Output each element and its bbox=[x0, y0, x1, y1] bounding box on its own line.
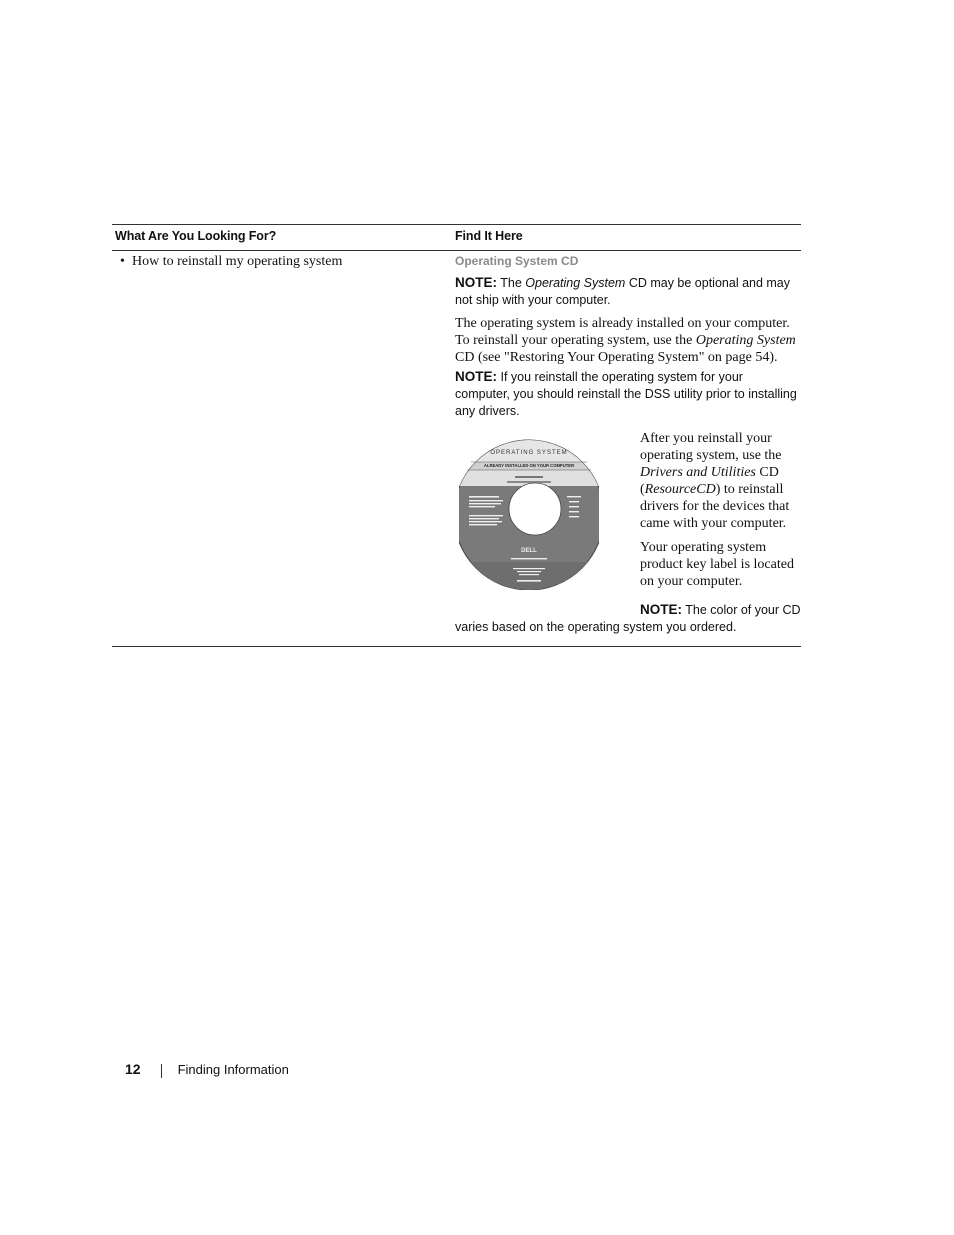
cd-side-text bbox=[640, 430, 802, 590]
footer-section: Finding Information bbox=[177, 1062, 289, 1077]
page-number: 12 bbox=[125, 1061, 141, 1077]
page-footer bbox=[125, 1061, 289, 1078]
note-optional-cd bbox=[455, 274, 801, 309]
reinstall-paragraph bbox=[455, 315, 801, 366]
cd-brand: DELL bbox=[521, 548, 537, 554]
para-italic-1: Drivers and Utilities bbox=[640, 465, 756, 480]
note-text: The color of your CD varies based on the operating system you ordered. bbox=[455, 603, 801, 634]
note-cd-color bbox=[455, 601, 801, 636]
para-italic: Operating System bbox=[695, 333, 796, 348]
table-bottom-rule bbox=[112, 646, 801, 647]
cd-image bbox=[459, 430, 599, 590]
info-table bbox=[112, 224, 801, 647]
footer-divider bbox=[161, 1064, 162, 1078]
cd-title: OPERATING SYSTEM bbox=[490, 450, 568, 456]
note-text-post: CD may be optional and may not ship with your computer. bbox=[455, 276, 791, 307]
note-text: If you reinstall the operating system for your computer, you should reinstall the DSS utility prior to installing any drivers. bbox=[455, 370, 797, 418]
cd-subtitle: ALREADY INSTALLED ON YOUR COMPUTER bbox=[483, 463, 575, 468]
table-header-row bbox=[112, 225, 801, 250]
para-pre: The operating system is already installed on your computer. To reinstall your operating system, use the bbox=[455, 316, 790, 348]
note-label: NOTE: bbox=[455, 275, 497, 290]
find-it-here-cell bbox=[455, 251, 801, 634]
note-dss-utility bbox=[455, 368, 801, 420]
col2-header: Find It Here bbox=[455, 229, 523, 243]
drivers-paragraph bbox=[640, 430, 802, 532]
product-key-paragraph: Your operating system product key label is located on your computer. bbox=[640, 540, 794, 589]
para-italic-2: ResourceCD bbox=[644, 482, 716, 497]
section-title: Operating System CD bbox=[455, 254, 579, 268]
note-label: NOTE: bbox=[455, 369, 497, 384]
cd-block bbox=[455, 430, 801, 630]
para-post: CD (see "Restoring Your Operating System" on page 54). bbox=[455, 350, 778, 365]
para-pre: After you reinstall your operating system, use the bbox=[640, 431, 782, 463]
table-row bbox=[112, 251, 801, 646]
list-item bbox=[120, 254, 342, 270]
col1-header: What Are You Looking For? bbox=[115, 229, 277, 243]
bullet-text: How to reinstall my operating system bbox=[132, 254, 343, 269]
note-text-pre: The bbox=[500, 276, 522, 290]
note-text-italic: Operating System bbox=[525, 276, 626, 290]
para-mid: CD ( bbox=[640, 465, 779, 497]
cd-disc-icon bbox=[459, 430, 599, 590]
bullet-marker: • bbox=[120, 254, 125, 269]
para-post: ) to reinstall drivers for the devices that came with your computer. bbox=[640, 482, 790, 531]
note-label: NOTE: bbox=[640, 602, 682, 617]
